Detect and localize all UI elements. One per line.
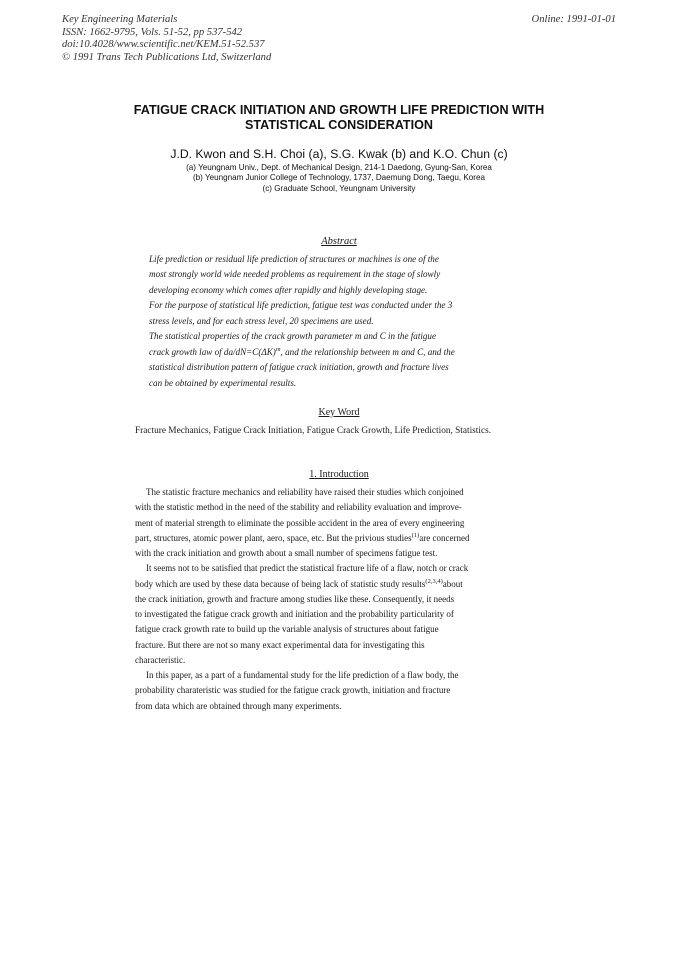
introduction-heading: 1. Introduction: [309, 469, 369, 480]
abstract-heading: Abstract: [321, 236, 357, 247]
citation-1: (1): [411, 531, 420, 539]
abstract-line: statistical distribution pattern of fatigue crack initiation, growth and fracture lives: [149, 362, 449, 373]
abstract-line: developing economy which comes after rapidly and highly developing stage.: [149, 284, 428, 295]
abstract-line: The statistical properties of the crack growth parameter m and C in the fatigue: [149, 331, 437, 342]
intro-text: are concerned: [419, 532, 470, 543]
intro-line: The statistic fracture mechanics and reliability have raised their studies which conjoined: [146, 487, 464, 497]
abstract-line: For the purpose of statistical life prediction, fatigue test was conducted under the 3: [149, 300, 453, 311]
intro-text: about: [442, 578, 463, 589]
abstract-line: [149, 345, 544, 360]
intro-line: fracture. But there are not so many exact experimental data for investigating this: [135, 639, 425, 650]
abstract-line: most strongly world wide needed problems as requirement in the stage of slowly: [149, 269, 441, 280]
journal-header: [62, 14, 271, 64]
abstract-line: stress levels, and for each stress level, 20 specimens are used.: [149, 315, 374, 326]
keyword-list: Fracture Mechanics, Fatigue Crack Initiation, Fatigue Crack Growth, Life Prediction, Statistics.: [135, 426, 492, 436]
affiliations: [80, 163, 598, 194]
intro-line: with the statistic method in the need of the stability and reliability evaluation and improve-: [135, 502, 462, 513]
intro-line: In this paper, as a part of a fundamental study for the life prediction of a flaw body, the: [146, 670, 459, 680]
affiliation-c: (c) Graduate School, Yeungnam University: [262, 183, 416, 193]
citation-2-3-4: (2,3,4): [425, 577, 443, 585]
abstract-text: , and the relationship between m and C, and the: [280, 346, 455, 357]
intro-line: from data which are obtained through many experiments.: [135, 700, 342, 711]
journal-name: Key Engineering Materials: [62, 14, 178, 25]
affiliation-a: (a) Yeungnam Univ., Dept. of Mechanical Design, 214-1 Daedong, Gyung-San, Korea: [186, 163, 492, 172]
affiliation-b: (b) Yeungnam Junior College of Technology, 1737, Daemung Dong, Taegu, Korea: [192, 173, 486, 183]
introduction-body: [135, 485, 530, 714]
copyright-line: © 1991 Trans Tech Publications Ltd, Switzerland: [62, 51, 272, 63]
title-line-2: STATISTICAL CONSIDERATION: [245, 118, 433, 132]
paper-title: [100, 103, 578, 133]
intro-line: with the crack initiation and growth about a small number of specimens fatigue test.: [135, 548, 438, 558]
title-line-1: FATIGUE CRACK INITIATION AND GROWTH LIFE PREDICTION WITH: [133, 103, 545, 117]
intro-text: part, structures, atomic power plant, aero, space, etc. But the privious studies: [135, 532, 412, 543]
abstract-line: can be obtained by experimental results.: [149, 377, 297, 388]
author-list: J.D. Kwon and S.H. Choi (a), S.G. Kwak (b) and K.O. Chun (c): [170, 147, 508, 161]
intro-line: to investigated the fatigue crack growth and initiation and the probability particularity of: [135, 609, 454, 619]
intro-text: body which are used by these data because of being lack of statistic study results: [135, 578, 426, 589]
intro-line: [135, 531, 530, 546]
intro-line: ment of material strength to eliminate the possible accident in the area of every engineering: [135, 517, 465, 528]
abstract-text: crack growth law of da/dN=C(ΔK): [149, 346, 276, 357]
abstract-body: [149, 252, 544, 391]
issn-line: ISSN: 1662-9795, Vols. 51-52, pp 537-542: [62, 26, 243, 38]
doi-line: doi:10.4028/www.scientific.net/KEM.51-52.537: [62, 39, 265, 51]
abstract-line: Life prediction or residual life prediction of structures or machines is one of the: [149, 254, 439, 264]
exponent-m: m: [275, 345, 281, 353]
keyword-heading: Key Word: [318, 407, 360, 418]
intro-line: probability charateristic was studied for the fatigue crack growth, initiation and fracture: [135, 685, 451, 696]
intro-line: characteristic.: [135, 654, 186, 665]
intro-line: the crack initiation, growth and fracture among studies like these. Consequently, it needs: [135, 593, 455, 604]
intro-line: It seems not to be satisfied that predict the statistical fracture life of a flaw, notch or crack: [146, 563, 469, 574]
online-date: Online: 1991-01-01: [531, 14, 616, 25]
intro-line: [135, 577, 530, 592]
intro-line: fatigue crack growth rate to build up the variable analysis of structures about fatigue: [135, 624, 439, 635]
